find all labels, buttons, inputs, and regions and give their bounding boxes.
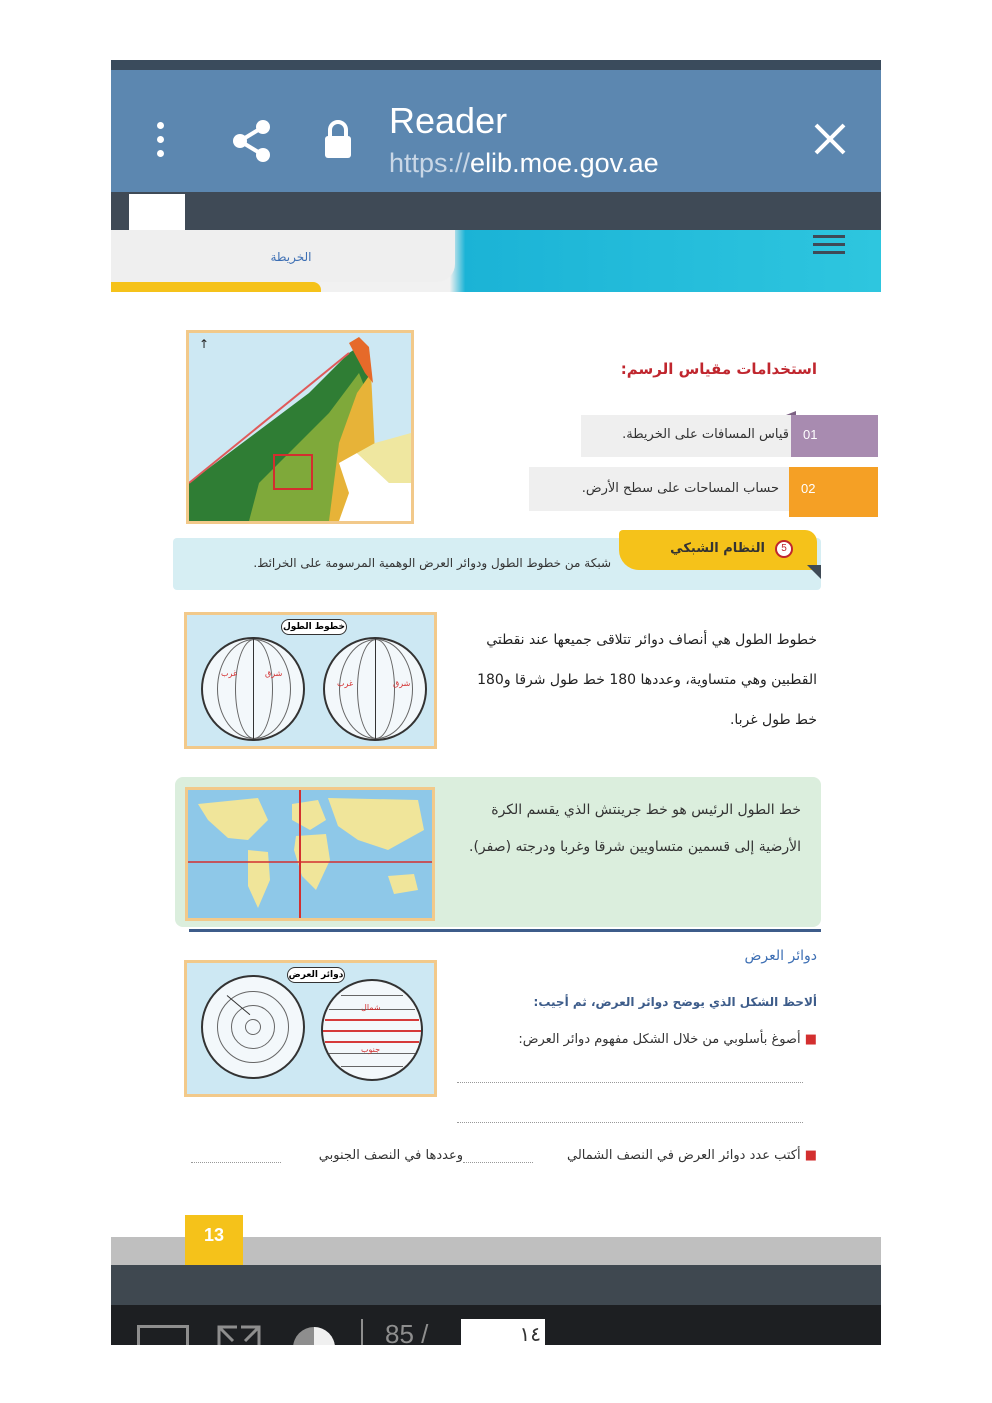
tab-map[interactable]: [111, 230, 455, 282]
world-map-drawing: [188, 790, 432, 918]
scale-use-text-1: قياس المسافات على الخريطة.: [622, 427, 789, 442]
grid-definition-text: شبكة من خطوط الطول ودوائر العرض الوهمية المرسومة على الخرائط.: [253, 556, 611, 570]
tab-map-label: الخريطة: [270, 250, 312, 264]
status-strip: [111, 60, 881, 70]
longitude-globe-left: [201, 637, 305, 741]
longitude-fig-title: خطوط الطول: [281, 619, 347, 635]
latitude-question-1-text: أصوغ بأسلوبي من خلال الشكل مفهوم دوائر العرض:: [518, 1032, 801, 1047]
page-number-badge: [185, 1215, 243, 1265]
answer-line-2[interactable]: [457, 1122, 803, 1123]
east-label-left: شرق: [265, 669, 283, 678]
page-url[interactable]: [389, 148, 659, 179]
question-bullet-1: ■: [800, 1032, 817, 1047]
longitude-globe-right: [323, 637, 427, 741]
url-scheme: https://: [389, 148, 471, 178]
close-icon[interactable]: [813, 122, 847, 156]
scale-use-item-2: [529, 467, 878, 517]
reader-toolbar: [111, 1305, 881, 1345]
page-indicator: 85 /: [385, 1319, 429, 1345]
answer-south[interactable]: [191, 1162, 281, 1163]
url-host: elib.moe.gov.ae: [470, 148, 659, 178]
page-total: ١٤: [519, 1322, 541, 1345]
tab-thumbnail[interactable]: [129, 194, 185, 230]
lock-icon: [323, 118, 353, 160]
prime-box-divider: [189, 929, 821, 932]
scale-use-item-1: [581, 415, 878, 457]
answer-line-1[interactable]: [457, 1082, 803, 1083]
more-menu-icon[interactable]: [153, 118, 167, 162]
latitude-question-2a: أكتب عدد دوائر العرض في النصف الشمالي: [567, 1148, 801, 1163]
grid-number: 5: [781, 543, 787, 554]
latitude-instruction: ألاحظ الشكل الذي يوضح دوائر العرض، ثم أجيب:: [533, 995, 817, 1009]
page-title: Reader: [389, 100, 508, 141]
west-label-left: غرب: [221, 669, 238, 678]
west-label-right: غرب: [337, 679, 354, 688]
scale-use-num-1: 01: [803, 427, 818, 442]
grid-title-badge: [619, 530, 817, 570]
share-icon[interactable]: [229, 118, 275, 164]
reader-window: [111, 60, 881, 1345]
prime-meridian-text: خط الطول الرئيس هو خط جرينتش الذي يقسم الكرة الأرضية إلى قسمين متساويين شرقا وغربا ودرجته (صفر).: [469, 802, 801, 855]
nav-accent-line: [111, 282, 321, 292]
page-view-icon[interactable]: [137, 1325, 189, 1345]
answer-north[interactable]: [463, 1162, 533, 1163]
longitude-text: خطوط الطول هي أنصاف دوائر تتلاقى جميعها عند نقطتي القطبين وهي متساوية، وعددها 180 خط طول شرقا و180 خط طول غربا.: [477, 632, 817, 728]
north-label: شمال: [361, 1003, 381, 1012]
latitude-globe-polar: [201, 975, 305, 1079]
page-input[interactable]: [461, 1319, 545, 1345]
grid-number-badge: [775, 540, 793, 558]
uae-map-image: [186, 330, 414, 524]
latitude-heading: دوائر العرض: [744, 948, 817, 964]
page-number: 13: [203, 1225, 225, 1245]
south-label: جنوب: [361, 1045, 381, 1054]
latitude-question-2b: وعددها في النصف الجنوبي: [318, 1148, 463, 1163]
svg-text:↑: ↑: [199, 337, 210, 351]
world-map-figure: [185, 787, 435, 921]
reader-toolbar-top: [111, 1265, 881, 1305]
grid-title: النظام الشبكي: [670, 541, 765, 556]
hamburger-menu-icon[interactable]: [813, 235, 845, 257]
latitude-fig-title: دوائر العرض: [287, 967, 345, 983]
fullscreen-icon[interactable]: [215, 1323, 263, 1345]
latitude-question-1: [441, 1032, 817, 1047]
grid-band-fold: [807, 565, 821, 579]
longitude-figure: [184, 612, 437, 749]
scale-use-text-2: حساب المساحات على سطح الأرض.: [581, 481, 779, 496]
browser-header: [111, 70, 881, 192]
latitude-globe-side: [321, 979, 423, 1081]
latitude-question-2: [531, 1148, 817, 1163]
uae-map-drawing: [189, 333, 411, 521]
tab-strip: [111, 192, 881, 230]
brightness-icon[interactable]: [291, 1325, 337, 1345]
east-label-right: شرق: [393, 679, 411, 688]
scale-use-num-2: 02: [801, 481, 816, 496]
question-bullet-2: ■: [800, 1148, 817, 1163]
scale-uses-heading: استخدامات مقياس الرسم:: [620, 360, 817, 378]
toolbar-divider: [361, 1319, 363, 1345]
latitude-figure: [184, 960, 437, 1097]
